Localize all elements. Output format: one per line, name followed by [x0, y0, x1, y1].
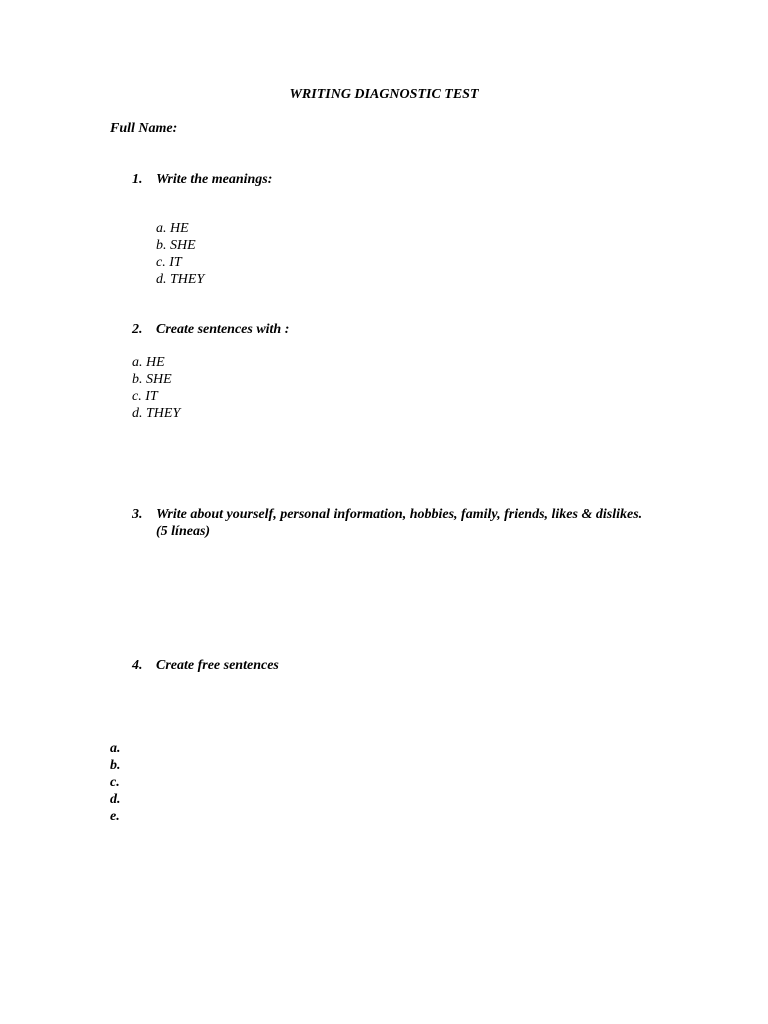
question-3: [132, 506, 646, 540]
list-item: d. THEY: [156, 272, 205, 287]
question-1-number: 1.: [132, 172, 143, 187]
list-item: d.: [110, 792, 121, 807]
question-1: [132, 171, 646, 188]
list-item: a. HE: [156, 221, 189, 236]
question-4: [132, 657, 646, 674]
list-item: b. SHE: [132, 372, 172, 387]
list-item: c.: [110, 775, 120, 790]
question-1-text: Write the meanings:: [156, 172, 273, 187]
list-item: c. IT: [156, 255, 182, 270]
question-3-note: (5 líneas): [156, 524, 211, 539]
list-item: e.: [110, 809, 120, 824]
question-3-number: 3.: [132, 507, 143, 522]
list-item: b.: [110, 758, 121, 773]
full-name-label: Full Name:: [110, 121, 178, 136]
list-item: c. IT: [132, 389, 158, 404]
question-2-text: Create sentences with :: [156, 322, 290, 337]
question-3-text: Write about yourself, personal information, hobbies, family, friends, likes & dislikes.: [156, 507, 643, 522]
list-item: d. THEY: [132, 406, 181, 421]
question-4-list: [110, 740, 121, 825]
question-4-number: 4.: [132, 658, 143, 673]
list-item: a. HE: [132, 355, 165, 370]
list-item: b. SHE: [156, 238, 196, 253]
question-2-list: [132, 354, 180, 422]
question-2: [132, 321, 646, 338]
page-title: WRITING DIAGNOSTIC TEST: [289, 87, 479, 102]
list-item: a.: [110, 741, 121, 756]
question-2-number: 2.: [132, 322, 143, 337]
question-4-text: Create free sentences: [156, 658, 279, 673]
question-1-list: [156, 220, 204, 288]
